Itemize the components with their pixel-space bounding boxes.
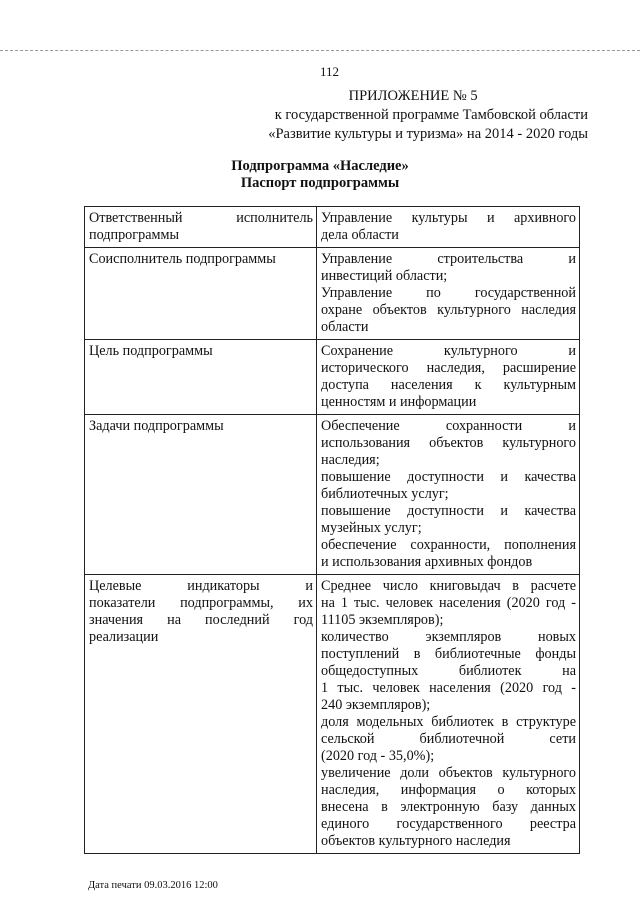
field-value-line: на 1 тыс. человек населения (2020 год - bbox=[321, 595, 576, 611]
field-value-line: 240 экземпляров); bbox=[321, 697, 431, 713]
field-value-line: библиотечных услуг; bbox=[321, 486, 449, 502]
field-value-line: сельской библиотечной сети bbox=[321, 731, 576, 747]
field-value-line: 1 тыс. человек населения (2020 год - bbox=[321, 680, 576, 696]
field-value-line: повышение доступности и качества bbox=[321, 503, 576, 519]
field-label-line: реализации bbox=[89, 629, 159, 645]
subprogram-title: Подпрограмма «Наследие» bbox=[231, 158, 409, 174]
field-label-line: Ответственный исполнитель bbox=[89, 210, 313, 226]
field-value-line: Среднее число книговыдач в расчете bbox=[321, 578, 576, 594]
field-label-cell bbox=[85, 575, 317, 854]
field-value-line: ценностям и информации bbox=[321, 394, 477, 410]
field-value-line: использования объектов культурного bbox=[321, 435, 576, 451]
field-label-line: Целевые индикаторы и bbox=[89, 578, 313, 594]
field-label-cell bbox=[85, 415, 317, 575]
field-value-line: объектов культурного наследия bbox=[321, 833, 511, 849]
field-value-line: музейных услуг; bbox=[321, 520, 422, 536]
field-value-line: количество экземпляров новых bbox=[321, 629, 576, 645]
field-value-line: и использования архивных фондов bbox=[321, 554, 533, 570]
field-value-line: повышение доступности и качества bbox=[321, 469, 576, 485]
field-value-cell bbox=[317, 340, 580, 415]
table-row bbox=[85, 575, 580, 854]
field-value-line: Управление строительства и bbox=[321, 251, 576, 267]
passport-title: Паспорт подпрограммы bbox=[240, 175, 400, 191]
field-value-line: доступа населения к культурным bbox=[321, 377, 576, 393]
field-value-line: доля модельных библиотек в структуре bbox=[321, 714, 576, 730]
field-value-line: обеспечение сохранности, пополнения bbox=[321, 537, 576, 553]
field-label-line: подпрограммы bbox=[89, 227, 179, 243]
table-row bbox=[85, 207, 580, 248]
field-label-line: показатели подпрограммы, их bbox=[89, 595, 313, 611]
field-value-line: Сохранение культурного и bbox=[321, 343, 576, 359]
field-value-line: исторического наследия, расширение bbox=[321, 360, 576, 376]
field-value-cell bbox=[317, 207, 580, 248]
passport-table-body bbox=[85, 207, 580, 854]
field-value-line: общедоступных библиотек на bbox=[321, 663, 576, 679]
field-value-line: внесена в электронную базу данных bbox=[321, 799, 576, 815]
table-row bbox=[85, 340, 580, 415]
passport-table bbox=[84, 206, 580, 854]
field-value-line: области bbox=[321, 319, 369, 335]
field-value-cell bbox=[317, 248, 580, 340]
field-value-line: Управление по государственной bbox=[321, 285, 576, 301]
field-value-line: дела области bbox=[321, 227, 399, 243]
field-label-cell bbox=[85, 340, 317, 415]
appendix-line-1: к государственной программе Тамбовской области bbox=[274, 107, 588, 123]
field-value-line: наследия, информация о которых bbox=[321, 782, 576, 798]
appendix-header bbox=[268, 87, 588, 144]
field-value-line: увеличение доли объектов культурного bbox=[321, 765, 576, 781]
appendix-line-2: «Развитие культуры и туризма» на 2014 - 2020 годы bbox=[268, 126, 588, 142]
appendix-title: ПРИЛОЖЕНИЕ № 5 bbox=[348, 88, 478, 104]
field-label-line: значения на последний год bbox=[89, 612, 313, 628]
table-row bbox=[85, 248, 580, 340]
page-number: 112 bbox=[320, 64, 340, 79]
field-value-cell bbox=[317, 415, 580, 575]
field-value-line: наследия; bbox=[321, 452, 380, 468]
top-border-line bbox=[0, 50, 640, 51]
field-value-line: Управление культуры и архивного bbox=[321, 210, 576, 226]
field-value-cell bbox=[317, 575, 580, 854]
field-label-line: Соисполнитель подпрограммы bbox=[89, 251, 276, 267]
field-value-line: инвестиций области; bbox=[321, 268, 448, 284]
field-label-cell bbox=[85, 248, 317, 340]
print-date: Дата печати 09.03.2016 12:00 bbox=[88, 880, 218, 891]
field-value-line: охране объектов культурного наследия bbox=[321, 302, 576, 318]
field-value-line: Обеспечение сохранности и bbox=[321, 418, 576, 434]
field-value-line: единого государственного реестра bbox=[321, 816, 576, 832]
field-label-line: Задачи подпрограммы bbox=[89, 418, 224, 434]
field-value-line: (2020 год - 35,0%); bbox=[321, 748, 435, 764]
field-label-cell bbox=[85, 207, 317, 248]
field-value-line: 11105 экземпляров); bbox=[321, 612, 444, 628]
field-value-line: поступлений в библиотечные фонды bbox=[321, 646, 576, 662]
document-heading bbox=[0, 158, 640, 192]
field-label-line: Цель подпрограммы bbox=[89, 343, 213, 359]
table-row bbox=[85, 415, 580, 575]
